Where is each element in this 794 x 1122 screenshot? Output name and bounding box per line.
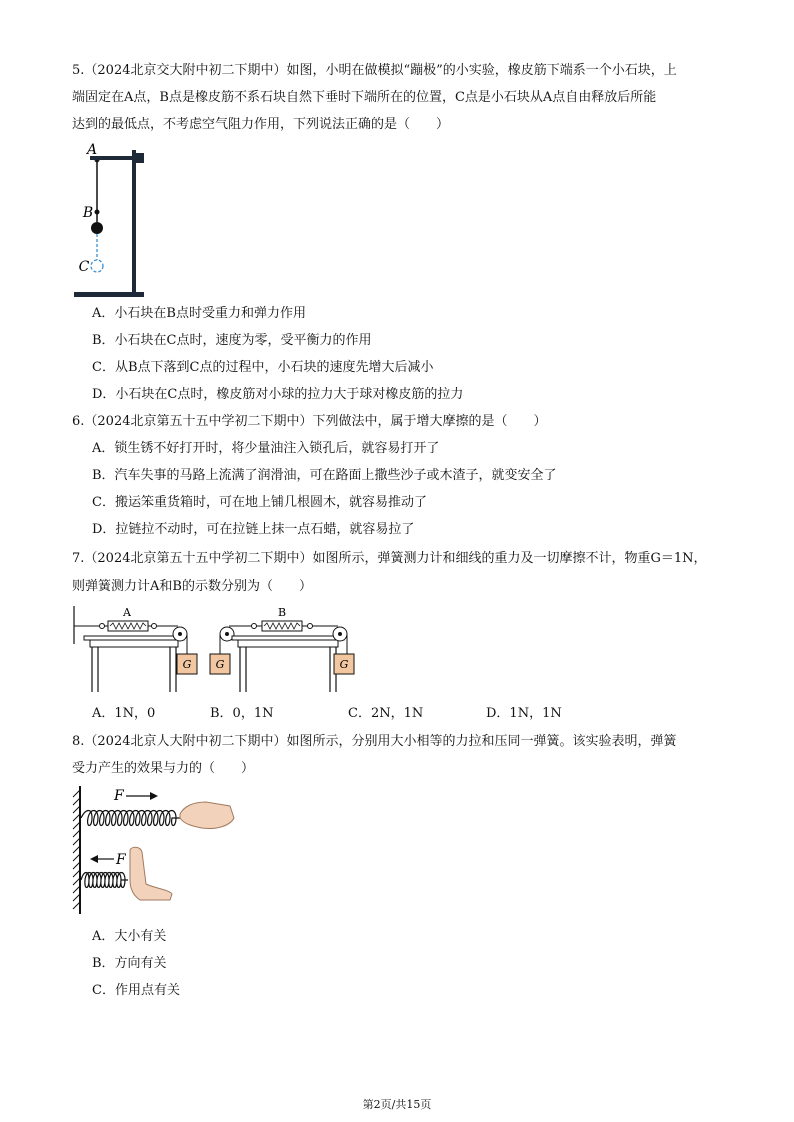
right-table-top [232, 636, 344, 640]
q8-stem-line1: 8.（2024北京人大附中初二下期中）如图所示，分别用大小相等的力拉和压同一弹簧。该实验表明，弹簧 [72, 734, 677, 749]
label-a: A [86, 142, 98, 158]
q5-option-c[interactable]: C．从B点下落到C点的过程中，小石块的速度先增大后减小 [92, 360, 434, 375]
q7-spring-scale-figure [70, 602, 360, 694]
label-scale-b: B [277, 606, 287, 619]
q6-option-c[interactable]: C．搬运笨重货箱时，可在地上铺几根圆木，就容易推动了 [92, 495, 427, 510]
pushing-hand [130, 847, 172, 900]
svg-text:G: G [339, 658, 349, 671]
q7-stem-line2: 则弹簧测力计A和B的示数分别为（ ） [72, 579, 312, 594]
label-f-push: F [116, 852, 126, 868]
compressed-spring [81, 873, 128, 888]
q6-option-d[interactable]: D．拉链拉不动时，可在拉链上抹一点石蜡，就容易拉了 [92, 522, 415, 537]
stand-clamp [136, 153, 144, 163]
stone-ball [91, 222, 103, 234]
label-scale-a: A [123, 606, 131, 619]
q8-option-a[interactable]: A．大小有关 [92, 929, 167, 944]
push-arrow-head [90, 855, 98, 863]
q8-stem-line2: 受力产生的效果与力的（ ） [72, 761, 255, 776]
q8-spring-figure [70, 784, 240, 916]
label-f-pull: F [114, 788, 124, 804]
label-c: C [78, 259, 90, 275]
q7-option-d[interactable]: D．1N，1N [486, 706, 562, 721]
svg-text:G: G [182, 658, 192, 671]
q8-option-c[interactable]: C．作用点有关 [92, 983, 180, 998]
q5-option-a[interactable]: A．小石块在B点时受重力和弹力作用 [92, 306, 306, 321]
q8-option-b[interactable]: B．方向有关 [92, 956, 167, 971]
q6-option-b[interactable]: B．汽车失事的马路上流满了润滑油，可在路面上撒些沙子或木渣子，就变安全了 [92, 468, 557, 483]
stretched-spring [81, 811, 182, 826]
q7-option-b[interactable]: B．0，1N [210, 706, 274, 721]
left-table-top [84, 636, 184, 640]
q5-stem-line2: 端固定在A点，B点是橡皮筋不系石块自然下垂时下端所在的位置，C点是小石块从A点自由释放后所能 [72, 90, 657, 105]
q5-bungee-figure [70, 140, 160, 300]
q6-stem: 6.（2024北京第五十五中学初二下期中）下列做法中，属于增大摩擦的是（ ） [72, 414, 547, 429]
stand-pole [132, 150, 136, 293]
q5-option-d[interactable]: D．小石块在C点时，橡皮筋对小球的拉力大于球对橡皮筋的拉力 [92, 387, 464, 402]
q5-stem-line1: 5.（2024北京交大附中初二下期中）如图，小明在做模拟“蹦极”的小实验，橡皮筋下端系一个小石块，上 [72, 63, 677, 78]
lowest-position-ball [91, 260, 103, 272]
svg-text:G: G [215, 658, 225, 671]
q5-stem-line3: 达到的最低点，不考虑空气阻力作用，下列说法正确的是（ ） [72, 117, 450, 132]
label-b: B [82, 205, 94, 221]
q5-option-b[interactable]: B．小石块在C点时，速度为零，受平衡力的作用 [92, 333, 372, 348]
pulling-hand [180, 802, 234, 829]
page-footer: 第2页/共15页 [362, 1098, 432, 1111]
q6-option-a[interactable]: A．锁生锈不好打开时，将少量油注入锁孔后，就容易打开了 [92, 441, 440, 456]
q7-option-a[interactable]: A．1N，0 [92, 706, 156, 721]
q7-stem-line1: 7.（2024北京第五十五中学初二下期中）如图所示，弹簧测力计和细线的重力及一切摩擦不计，物重G＝1N， [72, 551, 707, 566]
pull-arrow-head [150, 792, 158, 800]
q7-option-c[interactable]: C．2N，1N [348, 706, 424, 721]
